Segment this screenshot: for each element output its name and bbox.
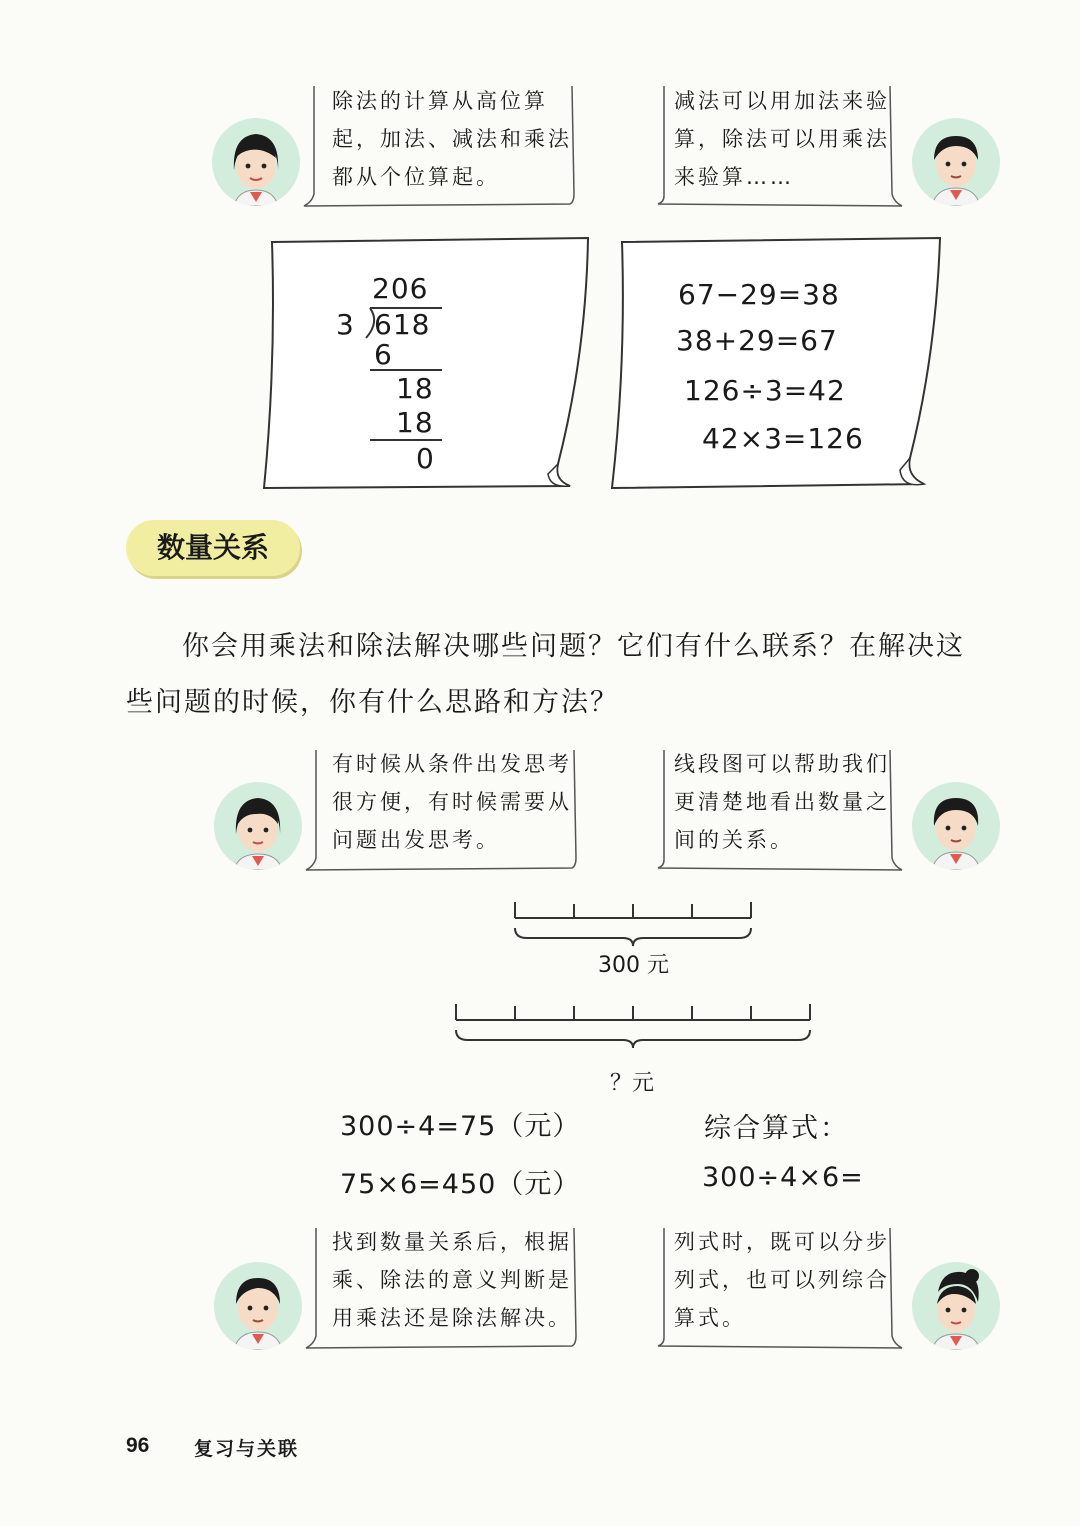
bar-300-yuan (515, 902, 751, 946)
bubble-line: 问题出发思考。 (332, 828, 500, 852)
bubble-text-bottom-left (332, 1223, 572, 1337)
combined-label: 综合算式： (704, 1113, 849, 1144)
bubble-line: 减法可以用加法来验 (674, 89, 890, 113)
bubble-text-top-right (674, 82, 890, 196)
bubble-line: 除法的计算从高位算 (332, 89, 548, 113)
bubble-line: 线段图可以帮助我们 (674, 752, 890, 776)
division-step: 18 (396, 372, 434, 405)
bubble-line: 算式。 (674, 1306, 746, 1330)
combined-expression: 300÷4×6= (702, 1162, 864, 1193)
division-step: 6 (374, 338, 393, 371)
dividend: 618 (374, 308, 431, 341)
footer-title: 复习与关联 (194, 1438, 300, 1460)
page-number: 96 (126, 1434, 150, 1457)
check-equation: 126÷3=42 (684, 374, 846, 407)
bubble-line: 列式时，既可以分步 (674, 1230, 890, 1254)
step-equation-2: 75×6=450（元） (340, 1169, 581, 1200)
avatar-girl-top-left (212, 118, 300, 206)
bubble-line: 找到数量关系后，根据 (332, 1230, 572, 1254)
bubble-text-top-left (332, 82, 572, 196)
avatar-boy-bottom-left (214, 1262, 302, 1350)
avatar-girl-bottom-right (912, 1262, 1000, 1350)
bar-brace (456, 1030, 810, 1048)
check-equation: 42×3=126 (702, 422, 864, 455)
bubble-line: 更清楚地看出数量之 (674, 790, 890, 814)
avatar-girl-mid-left (214, 782, 302, 870)
bubble-line: 都从个位算起。 (332, 165, 500, 189)
bubble-line: 很方便，有时候需要从 (332, 790, 572, 814)
bubble-line: 来验算…… (674, 165, 794, 189)
check-equation: 38+29=67 (676, 324, 838, 357)
section-tag (126, 520, 300, 576)
bar-unknown-yuan (456, 1004, 810, 1048)
bubble-line: 有时候从条件出发思考 (332, 752, 572, 776)
division-remainder: 0 (416, 442, 435, 475)
bubble-text-mid-right (674, 745, 890, 859)
division-step: 18 (396, 406, 434, 439)
bubble-text-mid-left (332, 745, 572, 859)
bubble-line: 间的关系。 (674, 828, 794, 852)
section-title: 数量关系 (156, 531, 269, 564)
check-card (606, 234, 946, 496)
bubble-line: 算，除法可以用乘法 (674, 127, 890, 151)
step-equation-1: 300÷4=75（元） (340, 1111, 581, 1142)
bubble-line: 起，加法、减法和乘法 (332, 127, 572, 151)
bubble-line: 乘、除法的意义判断是 (332, 1268, 572, 1292)
bar1-label: 300 元 (598, 953, 669, 978)
quotient: 206 (372, 272, 429, 305)
question-line: 你会用乘法和除法解决哪些问题？它们有什么联系？在解决这 (182, 631, 965, 662)
bar2-label: ？元 (610, 1071, 655, 1096)
avatar-boy-mid-right (912, 782, 1000, 870)
bubble-text-bottom-right (674, 1223, 890, 1337)
bubble-line: 列式，也可以列综合 (674, 1268, 890, 1292)
bar-brace (515, 928, 751, 946)
question-line: 些问题的时候，你有什么思路和方法？ (126, 687, 619, 718)
check-equation: 67−29=38 (678, 278, 840, 311)
bubble-line: 用乘法还是除法解决。 (332, 1306, 572, 1330)
avatar-boy-top-right (912, 118, 1000, 206)
divisor: 3 (336, 308, 355, 341)
